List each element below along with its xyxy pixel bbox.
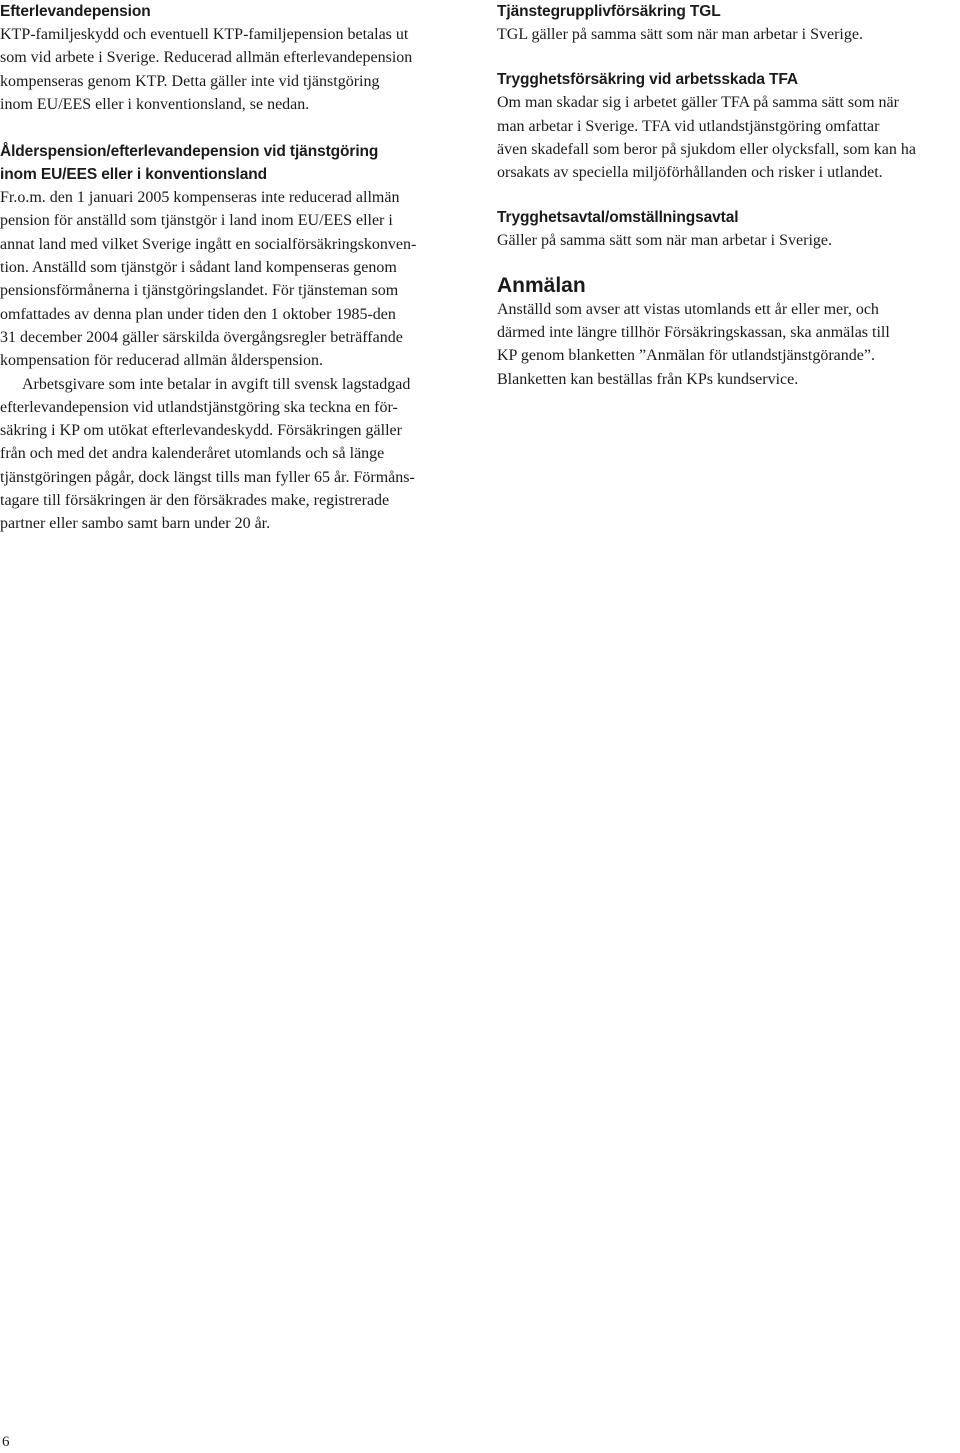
heading-anmalan: Anmälan — [497, 273, 586, 297]
paragraph-tgl: TGL gäller på samma sätt som när man arbetar i Sverige. — [497, 26, 863, 43]
heading-tgl: Tjänstegrupplivförsäkring TGL — [497, 3, 721, 20]
heading-trygghetsavtal: Trygghetsavtal/omställningsavtal — [497, 209, 739, 227]
paragraph-utokat-efterlevandeskydd: Arbetsgivare som inte betalar in avgift till svensk lagstadgad efterlevandepension vid utlandstjänstgöring ska teckna en för- säkring i KP om utökat efterlevandeskydd. Försäkringen gäller från och med det andra kalenderåret utomlands och så länge tjänstgöringen pågår, dock längst tills man fyller 65 år. Förmåns- tagare till försäkringen är den försäkrades make, registrerade partner eller sambo samt barn under 20 år. — [0, 375, 415, 533]
right-column — [497, 0, 960, 391]
paragraph-trygghetsavtal: Gäller på samma sätt som när man arbetar i Sverige. — [497, 232, 832, 250]
left-column — [0, 0, 470, 536]
heading-efterlevandepension: Efterlevandepension — [0, 3, 151, 20]
page-number: 6 — [2, 1434, 10, 1450]
paragraph-tfa: Om man skadar sig i arbetet gäller TFA på samma sätt som när man arbetar i Sverige. TFA vid utlandstjänstgöring omfattar även skadefall som beror på sjukdom eller olycksfall, som kan ha orsakats av speciella miljöförhållanden och risker i utlandet. — [497, 94, 916, 182]
paragraph-anmalan: Anställd som avser att vistas utomlands ett år eller mer, och därmed inte längre tillhör Försäkringskassan, ska anmälas till KP genom blanketten ”Anmälan för utlandstjänstgörande”. Blanketten kan beställas från KPs kundservice. — [497, 300, 890, 388]
heading-alderspension-eu-ees: Ålderspension/efterlevandepension vid tjänstgöring inom EU/EES eller i konventionsland — [0, 143, 379, 184]
heading-tfa: Trygghetsförsäkring vid arbetsskada TFA — [497, 71, 799, 89]
paragraph-efterlevandepension: KTP-familjeskydd och eventuell KTP-familjepension betalas ut som vid arbete i Sverige. Reducerad allmän efterlevandepension kompenseras genom KTP. Detta gäller inte vid tjänstgöring inom EU/EES eller i konventionsland, se nedan. — [0, 26, 413, 113]
paragraph-kompensation: Fr.o.m. den 1 januari 2005 kompenseras inte reducerad allmän pension för anställd som tjänstgör i land inom EU/EES eller i annat land med vilket Sverige ingått en socialförsäkringskonven- tion. Anställd som tjänstgör i sådant land kompenseras genom pensionsförmånerna i tjänstgöringslandet. För tjänsteman som omfattades av denna plan under tiden den 1 oktober 1985-den 31 december 2004 gäller särskilda övergångsregler beträffande kompensation för reducerad allmän ålderspension. — [0, 189, 417, 370]
